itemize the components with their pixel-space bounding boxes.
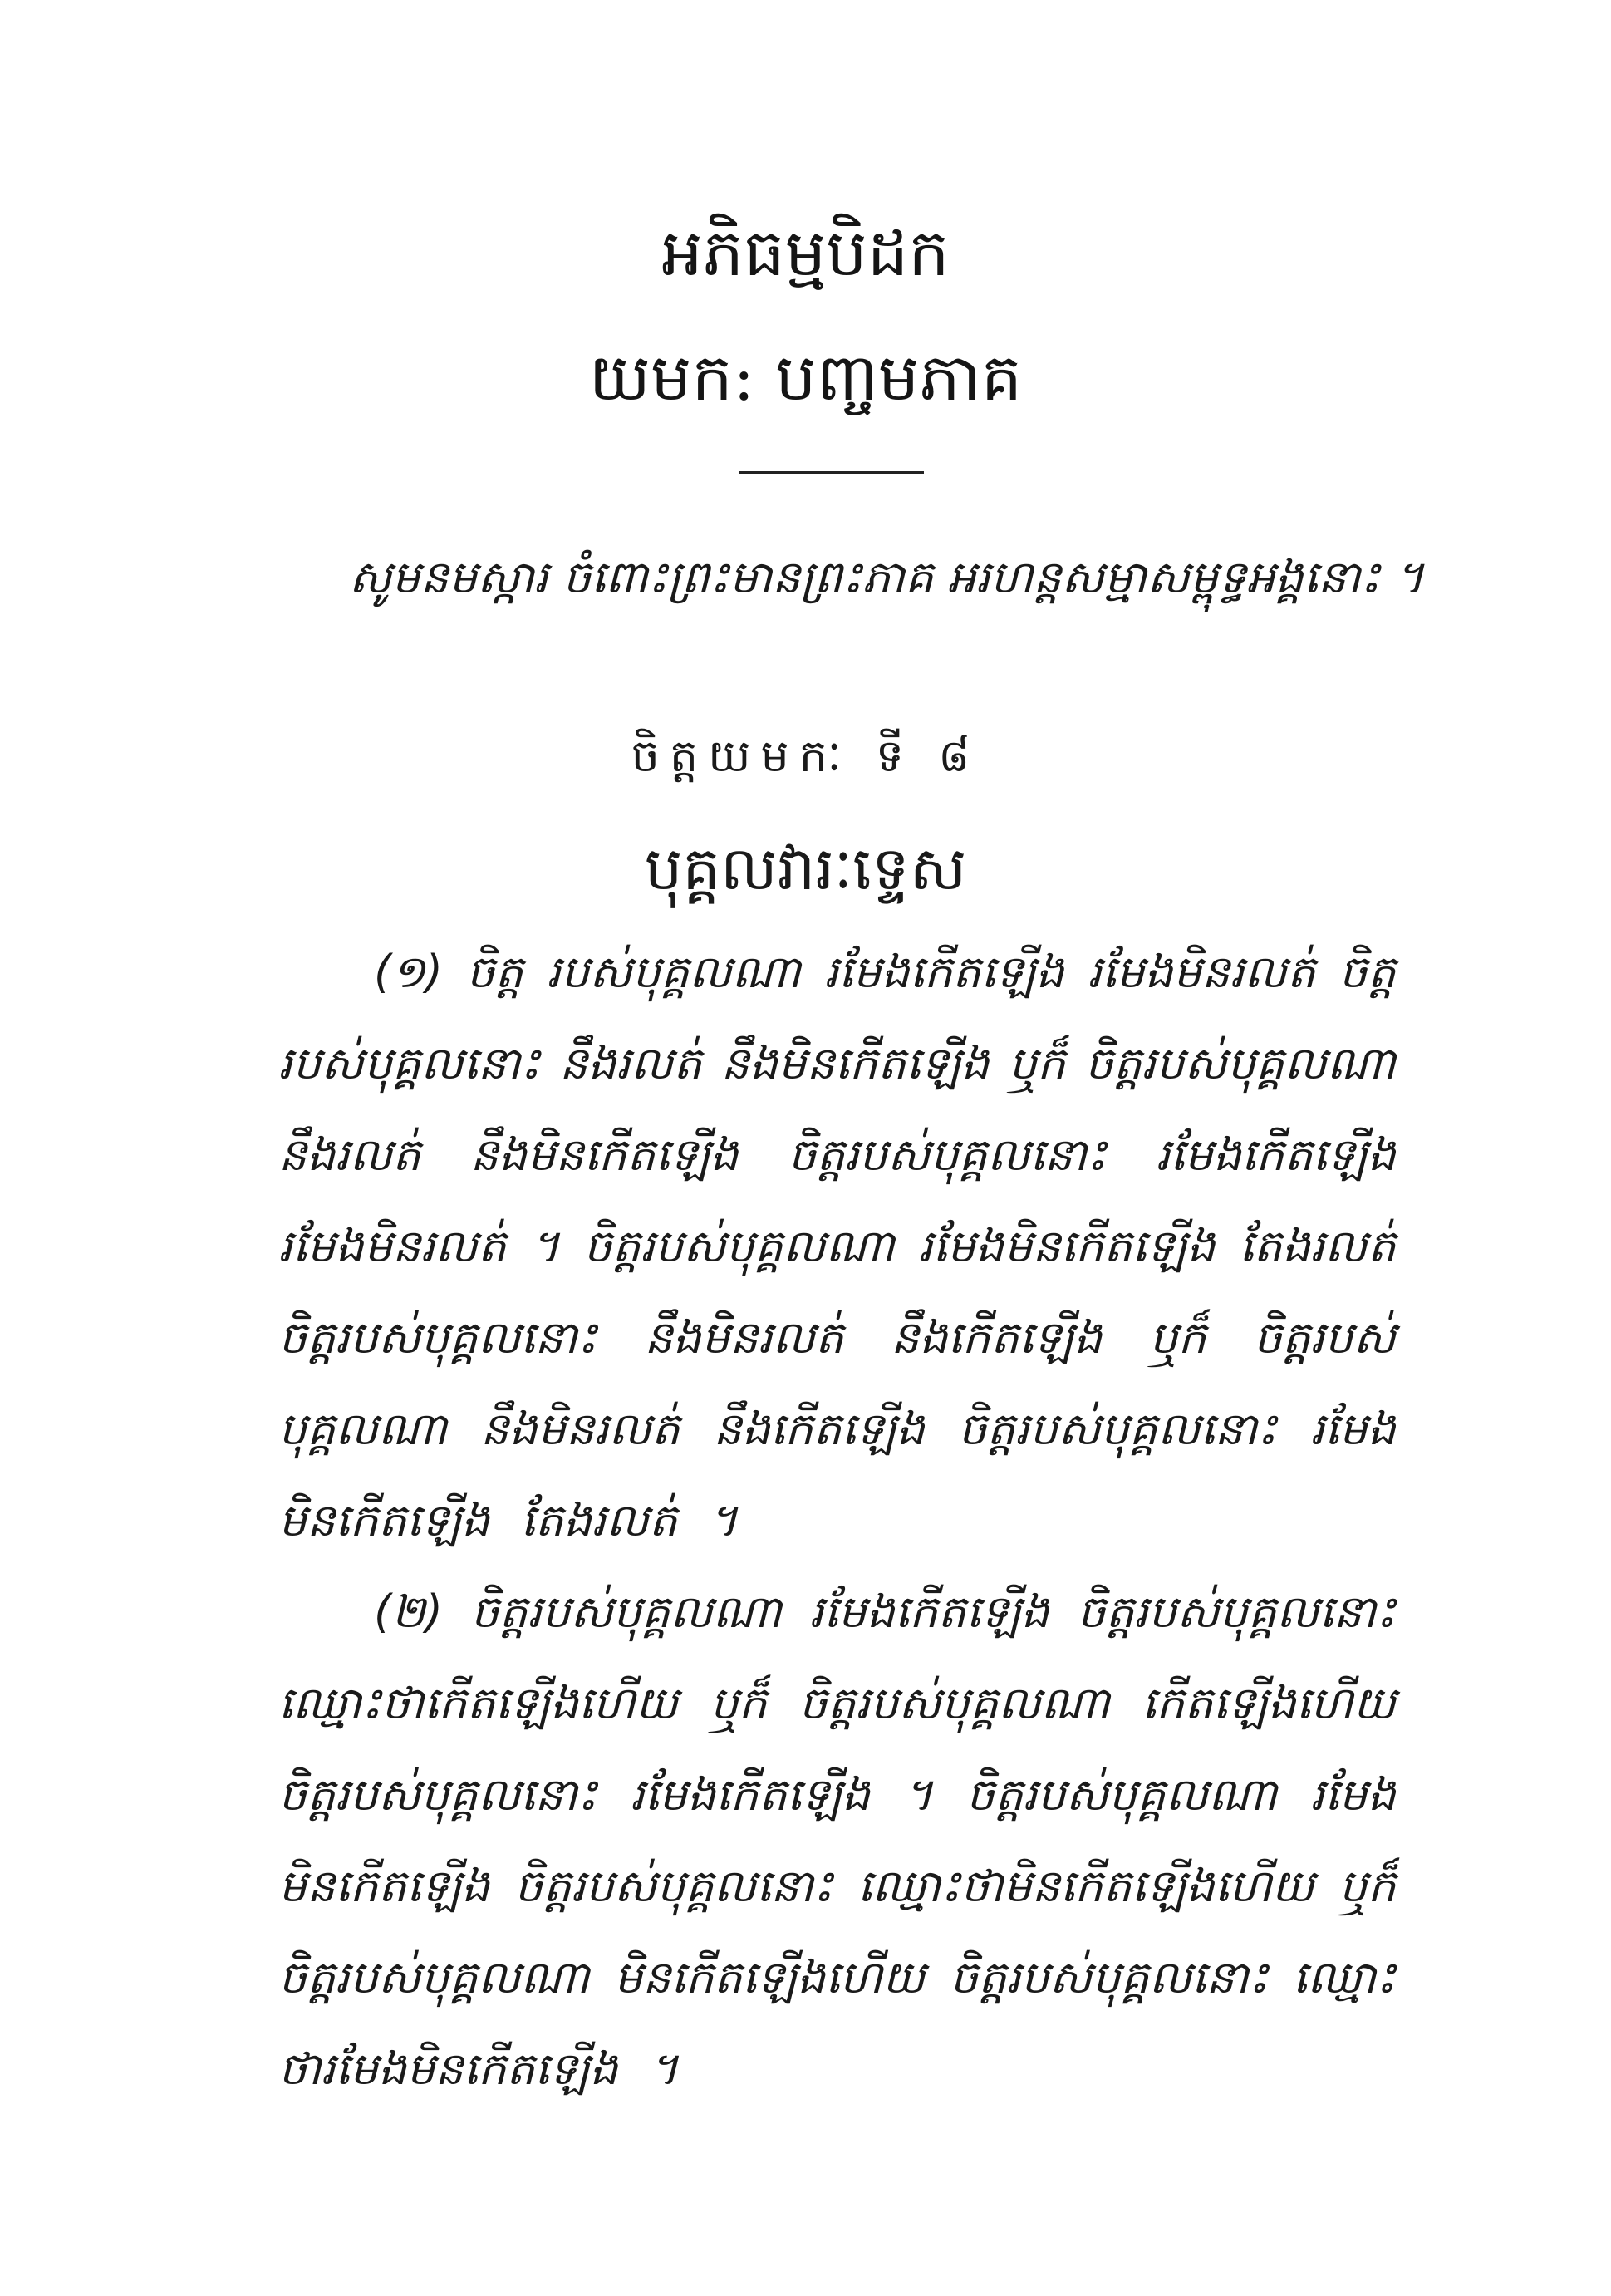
paragraph-line: ចិត្តរបស់បុគ្គលនោះ រមែងកើតឡើង ។ ចិត្តរបស់បុគ្គលណា រមែង xyxy=(278,1768,1396,1821)
title-divider xyxy=(739,471,924,474)
paragraph-line: ឈ្មោះថាកើតឡើងហើយ ឬក៏ ចិត្តរបស់បុគ្គលណា កើតឡើងហើយ xyxy=(278,1677,1396,1729)
paragraph-line: មិនកើតឡើង ចិត្តរបស់បុគ្គលនោះ ឈ្មោះថាមិនកើតឡើងហើយ ឬក៏ xyxy=(278,1860,1396,1912)
paragraph-line: (២) ចិត្តរបស់បុគ្គលណា រមែងកើតឡើង ចិត្តរបស់បុគ្គលនោះ xyxy=(374,1586,1396,1638)
paragraph-line: មិនកើតឡើង តែងរលត់ ។ xyxy=(278,1494,738,1546)
book-title: អភិធម្មបិដក xyxy=(661,216,950,291)
paragraph-line: ចិត្តរបស់បុគ្គលនោះ នឹងមិនរលត់ នឹងកើតឡើង ឬក៏ ចិត្តរបស់ xyxy=(278,1311,1396,1364)
paragraph-line: នឹងរលត់ នឹងមិនកើតឡើង ចិត្តរបស់បុគ្គលនោះ រមែងកើតឡើង xyxy=(278,1128,1396,1181)
paragraph-line: រមែងមិនរលត់ ។ ចិត្តរបស់បុគ្គលណា រមែងមិនកើតឡើង តែងរលត់ xyxy=(278,1220,1396,1272)
paragraph-line: ចិត្តរបស់បុគ្គលណា មិនកើតឡើងហើយ ចិត្តរបស់បុគ្គលនោះ ឈ្មោះ xyxy=(278,1951,1396,2003)
paragraph-line: របស់បុគ្គលនោះ នឹងរលត់ នឹងមិនកើតឡើង ឬក៏ ចិត្តរបស់បុគ្គលណា xyxy=(278,1037,1396,1089)
paragraph-line: ថារមែងមិនកើតឡើង ។ xyxy=(278,2043,679,2095)
section-title: បុគ្គលវារៈទ្ទេស xyxy=(644,833,967,903)
volume-subtitle: យមក: បញ្ចមភាគ xyxy=(588,341,1023,415)
chapter-heading: ចិត្តយមកៈ ទី ៨ xyxy=(631,730,980,782)
homage-line: សូមនមស្ការ ចំពោះព្រះមានព្រះភាគ អរហន្តសម្មាសម្ពុទ្ធអង្គនោះ ។ xyxy=(349,551,1424,603)
paragraph-line: បុគ្គលណា នឹងមិនរលត់ នឹងកើតឡើង ចិត្តរបស់បុគ្គលនោះ រមែង xyxy=(278,1403,1396,1455)
paragraph-line: (១) ចិត្ត របស់បុគ្គលណា រមែងកើតឡើង រមែងមិនរលត់ ចិត្ត xyxy=(374,946,1396,998)
